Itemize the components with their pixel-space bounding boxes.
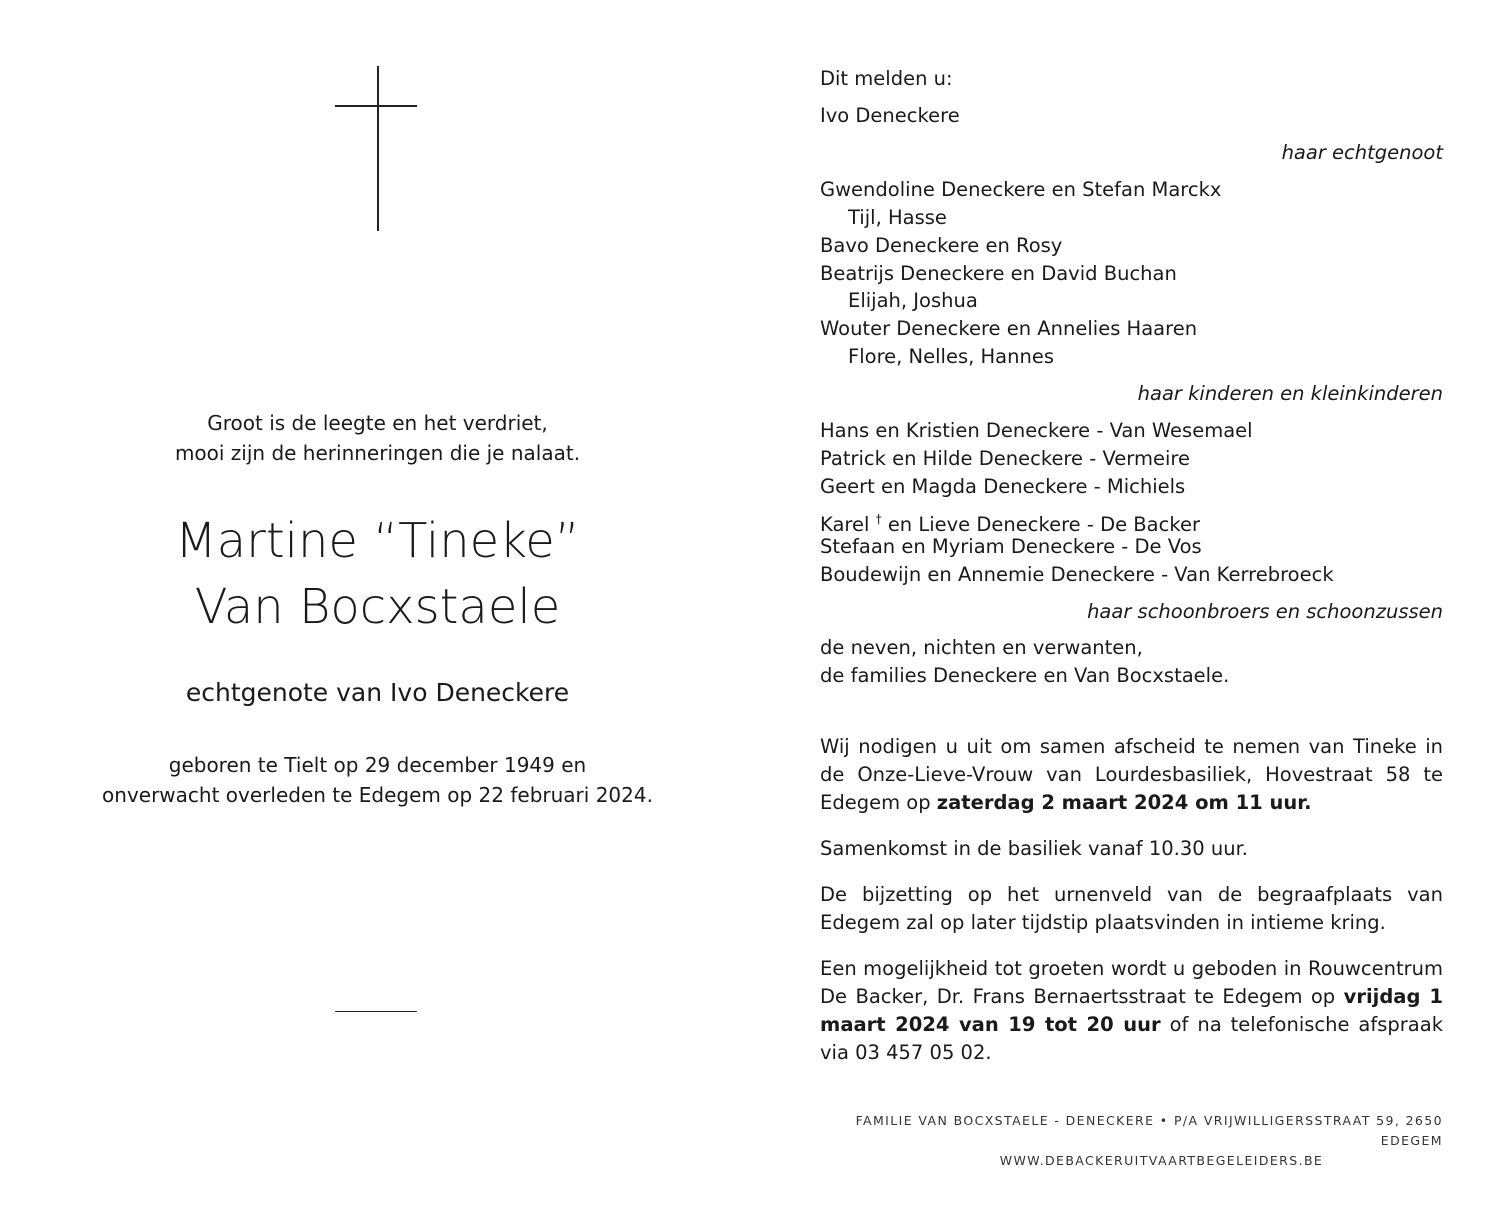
grandchildren-line: Tijl, Hasse: [848, 206, 947, 229]
name-line: Van Bocxstaele: [194, 579, 561, 635]
death-line: onverwacht overleden te Edegem op 22 februari 2024.: [102, 783, 653, 807]
spouse-line: echtgenote van Ivo Deneckere: [185, 678, 570, 707]
relatives-line: de neven, nichten en verwanten,: [820, 636, 1143, 659]
relatives-line: de families Deneckere en Van Bocxstaele.: [820, 664, 1230, 687]
children-role: haar kinderen en kleinkinderen: [1137, 382, 1443, 405]
grandchildren-line: Flore, Nelles, Hannes: [848, 345, 1055, 368]
inlaw-line: Stefaan en Myriam Deneckere - De Vos: [820, 535, 1202, 558]
life-dates: [0, 750, 755, 810]
memorial-quote: [0, 408, 755, 468]
husband-role: haar echtgenoot: [1281, 141, 1443, 164]
name-line: Martine “Tineke”: [175, 513, 580, 569]
burial-paragraph: De bijzetting op het urnenveld van de begraafplaats van Edegem zal op later tijdstip plaatsvinden in intieme kring.: [820, 883, 1443, 934]
cross-icon: [377, 66, 379, 231]
inlaw-line: Hans en Kristien Deneckere - Van Wesemael: [820, 419, 1253, 442]
ceremony-datetime: zaterdag 2 maart 2024 om 11 uur.: [936, 791, 1312, 814]
footer: [820, 1111, 1443, 1171]
greeting-after: of na telefonische afspraak via 03 457 05 02.: [820, 1013, 1443, 1064]
inlaw-line: Boudewijn en Annemie Deneckere - Van Kerrebroeck: [820, 563, 1334, 586]
divider: [335, 1011, 417, 1012]
website-link: WWW.DEBACKERUITVAARTBEGELEIDERS.BE: [999, 1153, 1324, 1168]
family-line: Beatrijs Deneckere en David Buchan: [820, 262, 1177, 285]
meeting-paragraph: Samenkomst in de basiliek vanaf 10.30 uur.: [820, 837, 1249, 860]
invitation-text: Wij nodigen u uit om samen afscheid te nemen van Tineke in de Onze-Lieve-Vrouw van Lourdesbasiliek, Hovestraat 58 te Edegem op: [820, 735, 1443, 814]
family-line: Bavo Deneckere en Rosy: [820, 234, 1063, 257]
birth-line: geboren te Tielt op 29 december 1949 en: [168, 753, 587, 777]
inlaw-line: Geert en Magda Deneckere - Michiels: [820, 475, 1186, 498]
quote-line: mooi zijn de herinneringen die je nalaat.: [174, 441, 581, 465]
inlaw-name: Karel: [820, 513, 870, 536]
family-address: FAMILIE VAN BOCXSTAELE - DENECKERE • P/A VRIJWILLIGERSSTRAAT 59, 2650 EDEGEM: [855, 1113, 1443, 1148]
family-line: Wouter Deneckere en Annelies Haaren: [820, 317, 1198, 340]
inlaw-rest: en Lieve Deneckere - De Backer: [887, 513, 1200, 536]
deceased-name: [0, 508, 755, 640]
invitation-paragraph: [820, 733, 1443, 817]
grandchildren-line: Elijah, Joshua: [848, 289, 978, 312]
greeting-text: Een mogelijkheid tot groeten wordt u geboden in Rouwcentrum De Backer, Dr. Frans Bernaertsstraat te Edegem op: [820, 957, 1443, 1008]
husband-name: Ivo Deneckere: [820, 104, 960, 127]
quote-line: Groot is de leegte en het verdriet,: [207, 411, 548, 435]
right-panel: [820, 0, 1443, 1214]
greeting-paragraph: [820, 955, 1443, 1067]
family-line: Gwendoline Deneckere en Stefan Marckx: [820, 178, 1222, 201]
inlaws-role: haar schoonbroers en schoonzussen: [1087, 600, 1443, 623]
greeting-datetime: vrijdag 1 maart 2024 van 19 tot 20 uur: [820, 985, 1443, 1036]
intro-text: Dit melden u:: [820, 67, 953, 90]
cross-icon-bar: [335, 105, 417, 107]
inlaw-line: Patrick en Hilde Deneckere - Vermeire: [820, 447, 1190, 470]
deceased-cross-icon: †: [875, 512, 882, 526]
